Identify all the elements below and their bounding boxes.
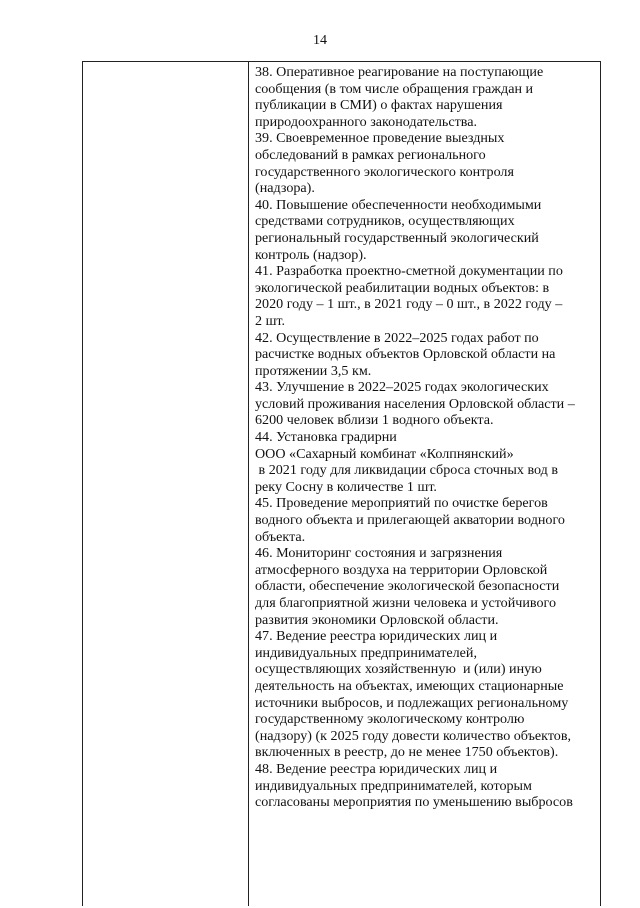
- table-left-column: [83, 62, 249, 906]
- text-line: сообщения (в том числе обращения граждан и: [255, 80, 534, 97]
- text-line: 2 шт.: [255, 312, 286, 329]
- text-line: протяжении 3,5 км.: [255, 362, 372, 379]
- text-line: для благоприятной жизни человека и устойчивого: [255, 595, 556, 611]
- text-line: государственному экологическому контролю: [255, 711, 525, 728]
- text-line: 41. Разработка проектно-сметной документации по: [255, 263, 563, 280]
- text-line: государственного экологического контроля: [255, 163, 514, 180]
- text-line: источники выбросов, и подлежащих региональному: [255, 694, 569, 711]
- text-line: развития экономики Орловской области.: [255, 611, 499, 628]
- text-line: условий проживания населения Орловской области –: [255, 395, 575, 412]
- text-line: индивидуальных предпринимателей,: [255, 644, 477, 661]
- text-line: 42. Осуществление в 2022–2025 годах работ по: [255, 329, 539, 346]
- text-line: экологической реабилитации водных объектов: в: [255, 279, 550, 296]
- text-line: средствами сотрудников, осуществляющих: [255, 213, 515, 230]
- text-line: 45. Проведение мероприятий по очистке берегов: [255, 495, 548, 512]
- text-line: 44. Установка градирни: [255, 429, 397, 446]
- text-line: объекта.: [255, 528, 306, 545]
- text-line: 2020 году – 1 шт., в 2021 году – 0 шт., в 2022 году –: [255, 296, 563, 313]
- text-line: 46. Мониторинг состояния и загрязнения: [255, 545, 503, 562]
- text-line: (надзору) (к 2025 году довести количество объектов,: [255, 727, 572, 744]
- text-line: согласованы мероприятия по уменьшению выбросов: [255, 794, 573, 811]
- text-line: (надзора).: [255, 180, 315, 197]
- text-line: региональный государственный экологический: [255, 229, 539, 246]
- text-line: 39. Своевременное проведение выездных: [255, 130, 505, 147]
- text-line: расчистке водных объектов Орловской области на: [255, 346, 556, 363]
- text-line: ООО «Сахарный комбинат «Колпнянский»: [255, 445, 514, 462]
- text-line: области, обеспечение экологической безопасности: [255, 578, 560, 595]
- text-line: в 2021 году для ликвидации сброса сточных вод в: [255, 462, 559, 479]
- text-line: 6200 человек вблизи 1 водного объекта.: [255, 412, 494, 429]
- table-right-column: [249, 64, 600, 811]
- text-line: публикации в СМИ) о фактах нарушения: [255, 97, 503, 114]
- text-line: водного объекта и прилегающей акватории водного: [255, 512, 565, 529]
- text-line: включенных в реестр, до не менее 1750 объектов).: [255, 744, 559, 761]
- text-line: атмосферного воздуха на территории Орловской: [255, 561, 548, 578]
- text-line: природоохранного законодательства.: [255, 113, 477, 130]
- text-line: реку Сосну в количестве 1 шт.: [255, 478, 437, 495]
- text-line: 47. Ведение реестра юридических лиц и: [255, 628, 498, 645]
- text-line: 40. Повышение обеспеченности необходимыми: [255, 196, 542, 213]
- text-line: 38. Оперативное реагирование на поступающие: [255, 64, 544, 80]
- text-line: обследований в рамках регионального: [255, 146, 486, 163]
- text-line: деятельность на объектах, имеющих стационарные: [255, 677, 564, 694]
- text-line: 43. Улучшение в 2022–2025 годах экологических: [255, 379, 549, 396]
- text-line: индивидуальных предпринимателей, которым: [255, 777, 532, 794]
- page-number: 14: [313, 33, 327, 48]
- document-table: [82, 61, 601, 906]
- text-line: 48. Ведение реестра юридических лиц и: [255, 760, 498, 777]
- text-line: осуществляющих хозяйственную и (или) иную: [255, 661, 542, 678]
- text-line: контроль (надзор).: [255, 246, 367, 263]
